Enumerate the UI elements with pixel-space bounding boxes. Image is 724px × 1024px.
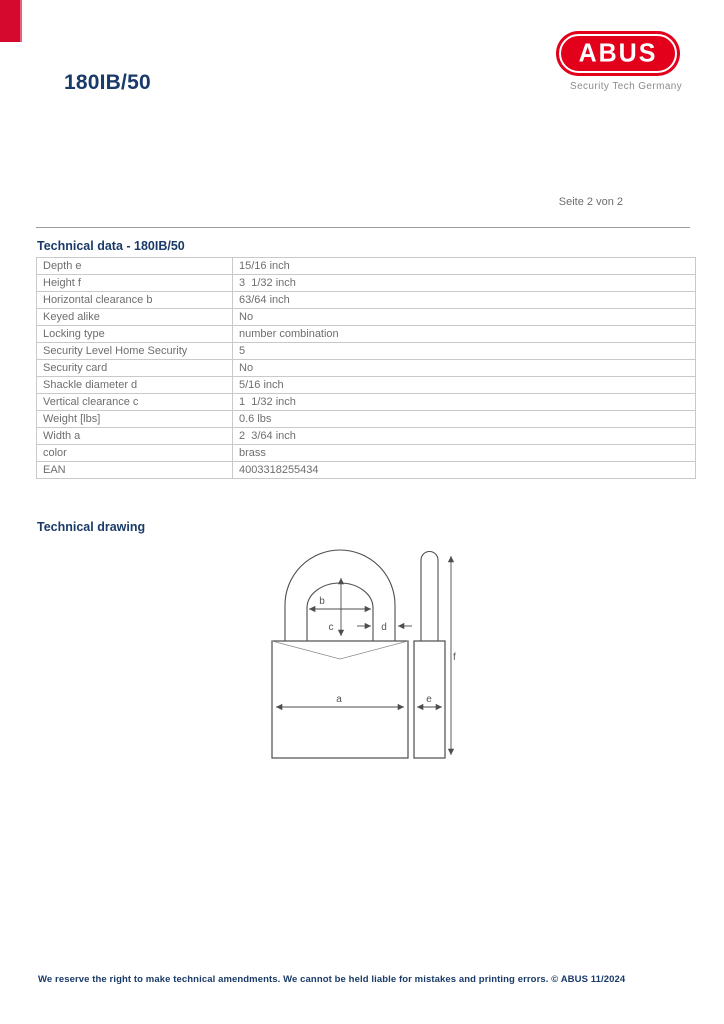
abus-logo-tagline: Security Tech Germany	[570, 81, 683, 92]
row-label: Width a	[37, 428, 233, 445]
row-label: Security Level Home Security	[37, 343, 233, 360]
technical-drawing-heading: Technical drawing	[37, 520, 146, 534]
technical-data-table	[36, 257, 696, 479]
row-label: color	[37, 445, 233, 462]
dim-label-f: f	[453, 652, 456, 663]
row-value: 0.6 lbs	[233, 411, 696, 428]
row-value: 5	[233, 343, 696, 360]
padlock-technical-drawing	[258, 540, 470, 768]
row-label: Vertical clearance c	[37, 394, 233, 411]
dim-label-c: c	[328, 622, 334, 633]
side-shackle-rod	[421, 552, 438, 642]
table-row	[37, 326, 696, 343]
table-row	[37, 428, 696, 445]
front-shackle-outer	[285, 550, 395, 641]
row-label: Shackle diameter d	[37, 377, 233, 394]
table-row	[37, 275, 696, 292]
technical-data-heading: Technical data - 180IB/50	[37, 239, 185, 253]
table-row	[37, 411, 696, 428]
front-shackle-inner	[307, 583, 373, 641]
dim-label-d: d	[381, 622, 387, 633]
dim-label-e: e	[426, 694, 432, 705]
row-value: 63/64 inch	[233, 292, 696, 309]
row-label: Keyed alike	[37, 309, 233, 326]
abus-logo	[556, 31, 680, 76]
page-title: 180IB/50	[64, 71, 151, 94]
table-row	[37, 445, 696, 462]
abus-logo-wordmark: ABUS	[578, 38, 658, 68]
row-label: Security card	[37, 360, 233, 377]
row-value: 1 1/32 inch	[233, 394, 696, 411]
table-row	[37, 309, 696, 326]
row-label: Depth e	[37, 258, 233, 275]
row-label: Locking type	[37, 326, 233, 343]
row-value: brass	[233, 445, 696, 462]
row-label: Weight [lbs]	[37, 411, 233, 428]
table-row	[37, 343, 696, 360]
front-body-chevron	[272, 641, 408, 659]
page-indicator: Seite 2 von 2	[558, 196, 623, 208]
footer-disclaimer: We reserve the right to make technical amendments. We cannot be held liable for mistakes and printing errors. © ABUS 11/2024	[38, 974, 626, 985]
table-row	[37, 258, 696, 275]
row-value: 3 1/32 inch	[233, 275, 696, 292]
table-row	[37, 292, 696, 309]
row-value: number combination	[233, 326, 696, 343]
row-value: No	[233, 360, 696, 377]
row-value: No	[233, 309, 696, 326]
table-row	[37, 394, 696, 411]
table-row	[37, 377, 696, 394]
dim-label-b: b	[319, 596, 325, 607]
row-value: 4003318255434	[233, 462, 696, 479]
abus-logo-ring	[559, 34, 677, 73]
row-value: 5/16 inch	[233, 377, 696, 394]
row-label: Height f	[37, 275, 233, 292]
row-value: 15/16 inch	[233, 258, 696, 275]
accent-red-tab	[0, 0, 22, 42]
row-label: Horizontal clearance b	[37, 292, 233, 309]
row-label: EAN	[37, 462, 233, 479]
row-value: 2 3/64 inch	[233, 428, 696, 445]
header-divider	[36, 227, 690, 228]
table-row	[37, 360, 696, 377]
table-row	[37, 462, 696, 479]
dim-label-a: a	[336, 694, 342, 705]
